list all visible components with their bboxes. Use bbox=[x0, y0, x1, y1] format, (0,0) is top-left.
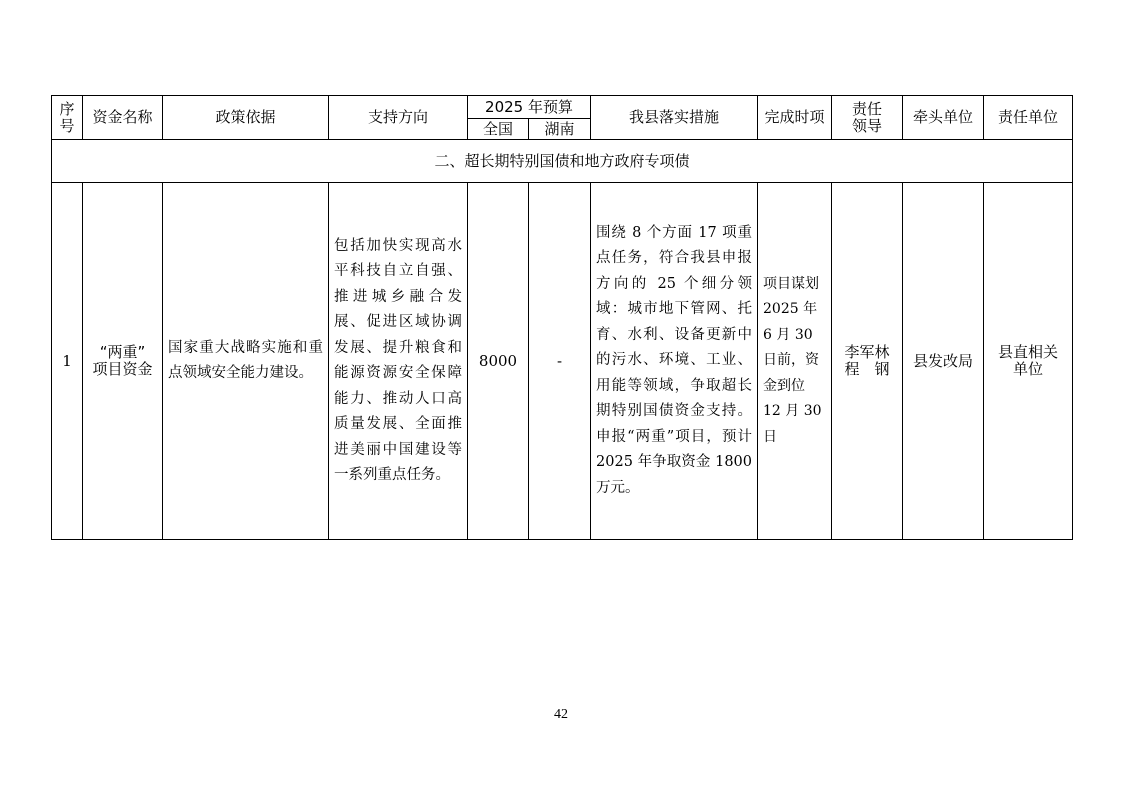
header-leader-line2: 领导 bbox=[852, 116, 883, 135]
cell-budget-national: 8000 bbox=[468, 183, 529, 540]
header-measures: 我县落实措施 bbox=[591, 96, 758, 140]
header-seq-line2: 号 bbox=[59, 116, 75, 135]
cell-fund-name-line2: 项目资金 bbox=[92, 360, 153, 378]
page-number: 42 bbox=[554, 707, 568, 722]
cell-fund-name-line1: “两重” bbox=[99, 343, 146, 361]
cell-seq: 1 bbox=[52, 183, 83, 540]
section-row bbox=[52, 140, 1073, 183]
header-budget-national: 全国 bbox=[468, 119, 529, 140]
cell-budget-hunan: - bbox=[529, 183, 591, 540]
cell-measures-text: 围绕 8 个方面 17 项重点任务，符合我县申报方向的 25 个细分领域：城市地下管网、托育、水利、设备更新中的污水、环境、工业、用能等领域，争取超长期特别国债资金支持。申报“两重”项目，预计 2025 年争取资金 1800 万元。 bbox=[596, 224, 753, 496]
cell-resp-unit bbox=[984, 183, 1073, 540]
header-leader bbox=[832, 96, 903, 140]
cell-leader-line2: 程 钢 bbox=[844, 360, 890, 378]
cell-fund-name bbox=[83, 183, 163, 540]
header-leader-line1: 责任 bbox=[852, 99, 883, 118]
cell-leader bbox=[832, 183, 903, 540]
cell-policy bbox=[163, 183, 329, 540]
cell-policy-text: 国家重大战略实施和重点领域安全能力建设。 bbox=[168, 339, 323, 381]
header-seq-line1: 序 bbox=[59, 99, 75, 118]
cell-resp-unit-line2: 单位 bbox=[1013, 360, 1044, 378]
header-deadline: 完成时项 bbox=[758, 96, 832, 140]
cell-measures bbox=[591, 183, 758, 540]
header-direction: 支持方向 bbox=[329, 96, 468, 140]
header-seq bbox=[52, 96, 83, 140]
cell-direction-text: 包括加快实现高水平科技自立自强、推进城乡融合发展、促进区域协调发展、提升粮食和能源资源安全保障能力、推动人口高质量发展、全面推进美丽中国建设等一系列重点任务。 bbox=[334, 237, 462, 483]
header-lead-unit: 牵头单位 bbox=[903, 96, 984, 140]
cell-leader-line1: 李军林 bbox=[844, 343, 890, 361]
section-title: 二、超长期特别国债和地方政府专项债 bbox=[52, 140, 1073, 183]
header-resp-unit: 责任单位 bbox=[984, 96, 1073, 140]
header-budget-hunan: 湖南 bbox=[529, 119, 591, 140]
cell-deadline bbox=[758, 183, 832, 540]
policy-table bbox=[51, 95, 1073, 540]
cell-lead-unit: 县发改局 bbox=[903, 183, 984, 540]
header-fund-name: 资金名称 bbox=[83, 96, 163, 140]
cell-deadline-text: 项目谋划 2025 年 6 月 30日前，资金到位 12 月 30 日 bbox=[763, 275, 822, 445]
cell-resp-unit-line1: 县直相关 bbox=[998, 343, 1059, 361]
header-policy: 政策依据 bbox=[163, 96, 329, 140]
header-budget: 2025 年预算 bbox=[468, 96, 591, 119]
table-row bbox=[52, 183, 1073, 540]
cell-direction bbox=[329, 183, 468, 540]
header-row bbox=[52, 96, 1073, 119]
